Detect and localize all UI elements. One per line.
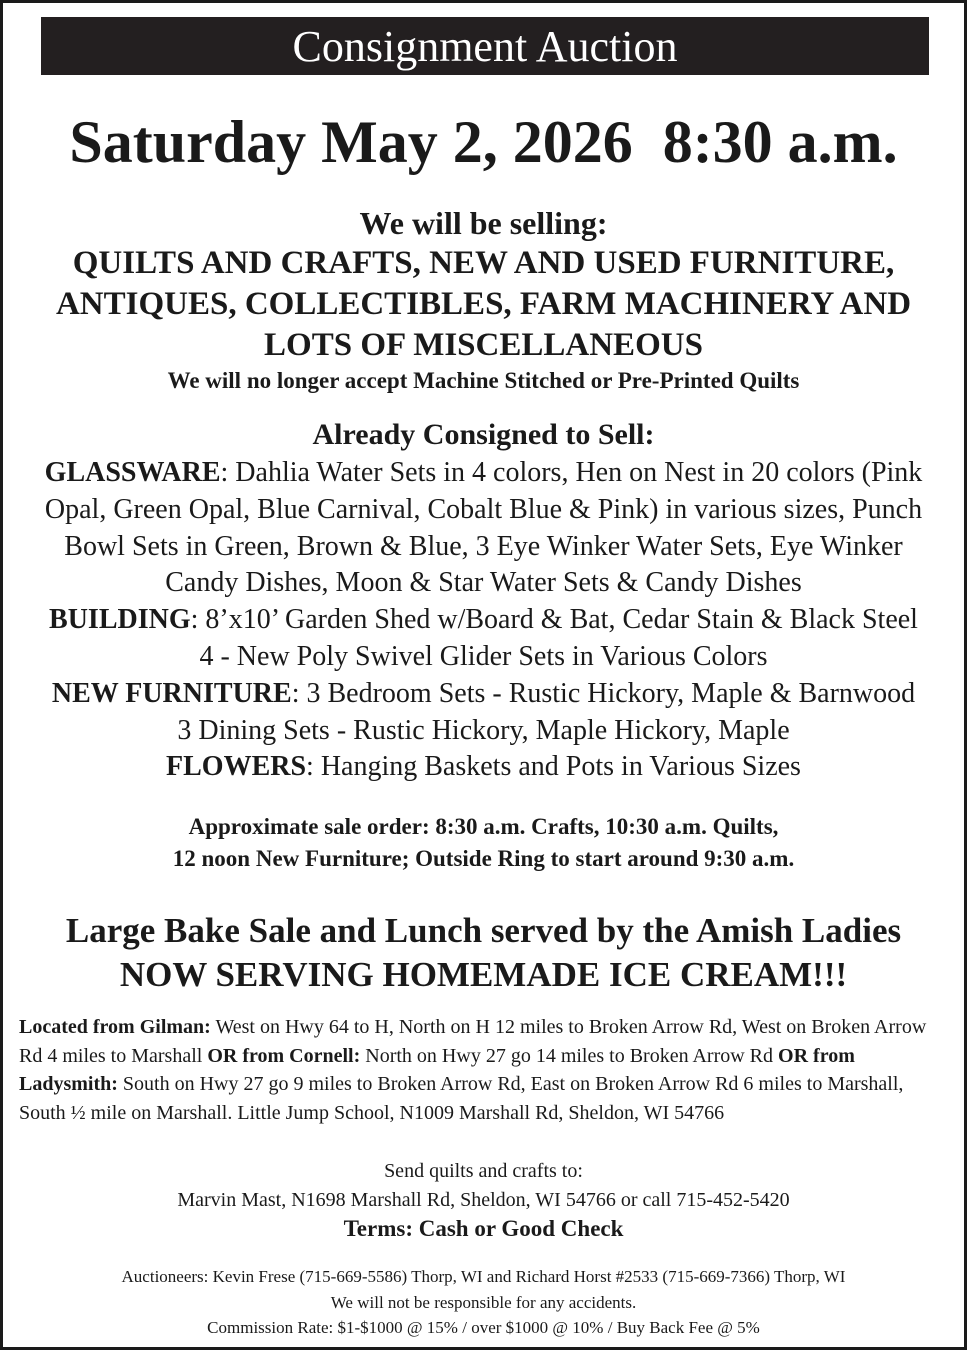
- flowers-line: [17, 749, 950, 786]
- selling-intro: We will be selling:: [359, 205, 608, 241]
- send-address: Marvin Mast, N1698 Marshall Rd, Sheldon, WI 54766 or call 715-452-5420: [177, 1188, 790, 1211]
- selling-line: QUILTS AND CRAFTS, NEW AND USED FURNITURE,: [72, 245, 895, 281]
- bake-sale-announcement: [3, 909, 964, 997]
- glassware-text: : Dahlia Water Sets in 4 colors, Hen on Nest in 20 colors (Pink: [220, 457, 923, 488]
- commission-line: Commission Rate: $1-$1000 @ 15% / over $1000 @ 10% / Buy Back Fee @ 5%: [207, 1318, 760, 1337]
- building-line: [17, 602, 950, 639]
- payment-terms: Terms: Cash or Good Check: [343, 1216, 624, 1241]
- cornell-text: North on Hwy 27 go 14 miles to Broken Arrow Rd: [360, 1044, 779, 1067]
- building-label: BUILDING: [49, 604, 191, 636]
- send-to: [3, 1157, 964, 1214]
- selling-line: LOTS OF MISCELLANEOUS: [264, 327, 703, 363]
- title-banner: Consignment Auction: [41, 17, 929, 75]
- gilman-label: Located from Gilman:: [19, 1016, 211, 1038]
- bake-sale-line: Large Bake Sale and Lunch served by the Amish Ladies: [65, 911, 902, 950]
- flowers-label: FLOWERS: [166, 751, 307, 783]
- directions: [19, 1013, 949, 1127]
- glassware-line: [17, 455, 950, 492]
- ice-cream-line: NOW SERVING HOMEMADE ICE CREAM!!!: [119, 955, 848, 994]
- furniture-line: [17, 676, 950, 713]
- selling-list: [3, 243, 964, 366]
- sale-order-line: 12 noon New Furniture; Outside Ring to start around 9:30 a.m.: [172, 846, 795, 871]
- building-text: : 8’x10’ Garden Shed w/Board & Bat, Cedar Stain & Black Steel: [190, 604, 918, 636]
- sale-order: [3, 811, 964, 875]
- sale-order-line: Approximate sale order: 8:30 a.m. Crafts, 10:30 a.m. Quilts,: [188, 814, 779, 839]
- disclaimer-line: We will not be responsible for any accidents.: [330, 1292, 637, 1312]
- furniture-label: NEW FURNITURE: [51, 677, 292, 709]
- flowers-text: : Hanging Baskets and Pots in Various Sizes: [306, 751, 801, 783]
- glassware-line: Candy Dishes, Moon & Star Water Sets & Candy Dishes: [165, 567, 802, 599]
- footer: [3, 1264, 964, 1341]
- ladysmith-text: South on Hwy 27 go 9 miles to Broken Arrow Rd, East on Broken Arrow Rd 6 miles to Marshall, South ½ mile on Marshall. Little Jump School, N1009 Marshall Rd, Sheldon, WI 54766: [19, 1073, 904, 1124]
- gilman-text: West on Hwy 64 to H, North on H 12 miles to Broken Arrow Rd, West on Broken Arrow Rd 4 miles to Marshall: [19, 1016, 927, 1067]
- ladysmith-label: OR from Ladysmith:: [19, 1044, 855, 1096]
- glider-line: 4 - New Poly Swivel Glider Sets in Various Colors: [199, 640, 768, 672]
- selling-line: ANTIQUES, COLLECTIBLES, FARM MACHINERY AND: [55, 286, 912, 322]
- consigned-heading: Already Consigned to Sell:: [312, 418, 655, 451]
- quilt-policy-note: We will no longer accept Machine Stitched or Pre-Printed Quilts: [167, 368, 800, 393]
- dining-line: 3 Dining Sets - Rustic Hickory, Maple Hickory, Maple: [177, 714, 790, 746]
- send-heading: Send quilts and crafts to:: [384, 1160, 583, 1182]
- consigned-list: [17, 455, 950, 786]
- glassware-label: GLASSWARE: [44, 457, 221, 488]
- glassware-line: Bowl Sets in Green, Brown & Blue, 3 Eye Winker Water Sets, Eye Winker: [64, 530, 903, 562]
- furniture-text: : 3 Bedroom Sets - Rustic Hickory, Maple & Barnwood: [291, 677, 916, 709]
- glassware-line: Opal, Green Opal, Blue Carnival, Cobalt Blue & Pink) in various sizes, Punch: [44, 493, 923, 525]
- auctioneers-line: Auctioneers: Kevin Frese (715-669-5586) Thorp, WI and Richard Horst #2533 (715-669-7366) Thorp, WI: [121, 1267, 846, 1286]
- auction-date: Saturday May 2, 2026 8:30 a.m.: [69, 109, 898, 175]
- cornell-label: OR from Cornell:: [207, 1044, 361, 1067]
